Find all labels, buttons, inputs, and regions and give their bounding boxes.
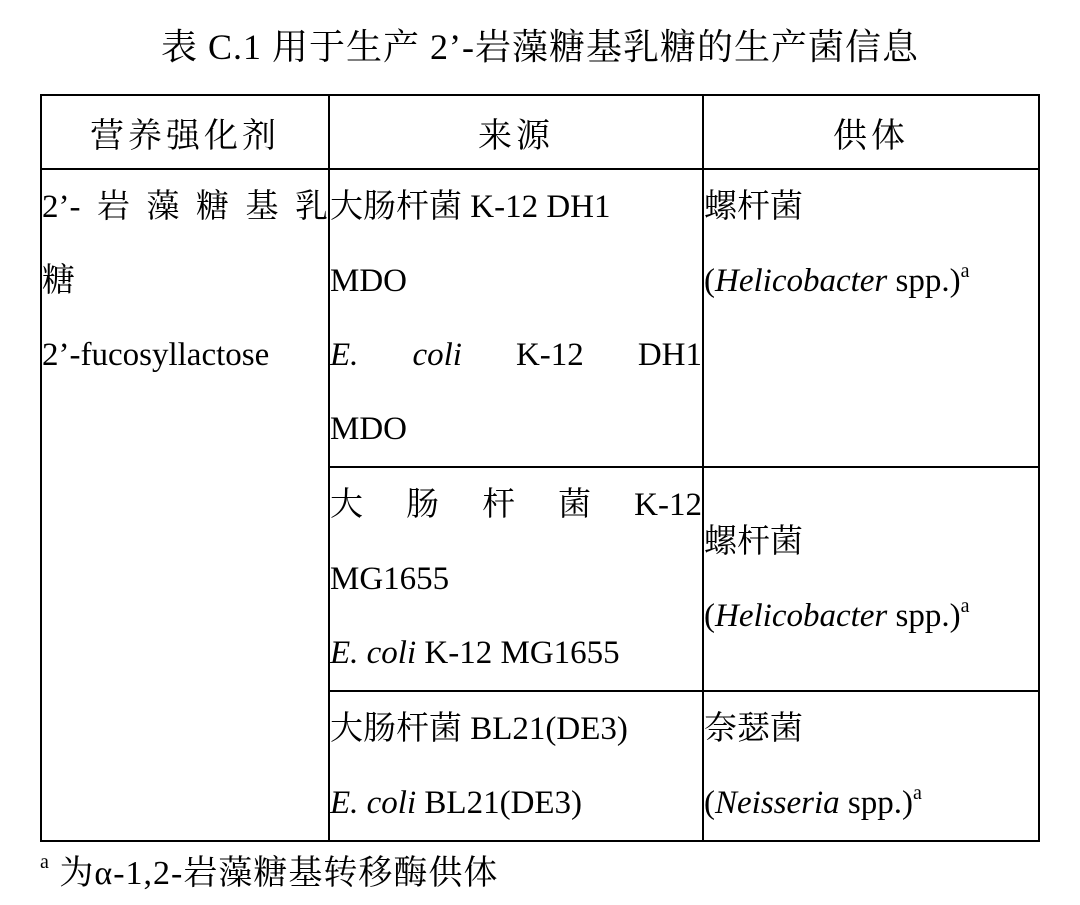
source-en-italic: E. coli — [330, 785, 417, 821]
source-en-italic: E. coli — [330, 635, 417, 671]
donor-footnote-mark: a — [960, 260, 970, 282]
header-donor: 供体 — [703, 95, 1039, 169]
donor-latin-line — [704, 579, 1038, 653]
donor-open-paren: ( — [704, 598, 715, 634]
source-cn-line1 — [330, 468, 702, 542]
donor-latin: Helicobacter — [715, 263, 888, 299]
nutrient-cn-char: 糖 — [195, 189, 229, 225]
donor-footnote-mark: a — [913, 782, 922, 804]
footnote-text: 为α-1,2-岩藻糖基转移酶供体 — [49, 855, 499, 892]
source-en-genus: E. — [330, 337, 359, 373]
header-nutrient: 营养强化剂 — [41, 95, 329, 169]
source-cell — [329, 169, 703, 467]
donor-cell — [703, 691, 1039, 841]
nutrient-cn-char: 岩 — [96, 189, 130, 225]
source-cn-char: 肠 — [406, 487, 440, 523]
source-en-line — [330, 766, 702, 840]
nutrient-cn-char: 乳 — [294, 189, 328, 225]
table-caption: 表 C.1 用于生产 2’-岩藻糖基乳糖的生产菌信息 — [161, 27, 919, 67]
producer-strain-table — [40, 94, 1040, 842]
source-cell — [329, 467, 703, 691]
source-en-line2: MDO — [330, 411, 408, 447]
nutrient-cn-line1 — [42, 170, 328, 244]
nutrient-cn-char: 藻 — [146, 189, 180, 225]
donor-latin: Neisseria — [715, 785, 840, 821]
donor-latin-line — [704, 244, 1038, 318]
nutrient-cn-char: 2’- — [42, 189, 81, 225]
nutrient-en: 2’-fucosyllactose — [42, 337, 270, 373]
source-en-species: coli — [412, 337, 462, 373]
donor-cn: 奈瑟菌 — [704, 711, 803, 747]
source-en-line — [330, 616, 702, 690]
nutrient-cn-line2: 糖 — [42, 263, 75, 299]
donor-open-paren: ( — [704, 263, 715, 299]
donor-latin: Helicobacter — [715, 598, 888, 634]
source-en-line1 — [330, 318, 702, 392]
source-en-rest: K-12 MG1655 — [416, 635, 620, 671]
donor-footnote-mark: a — [960, 595, 970, 617]
header-source: 来源 — [329, 95, 703, 169]
table-footnote — [40, 852, 498, 896]
donor-cn: 螺杆菌 — [704, 189, 803, 225]
donor-cn: 螺杆菌 — [704, 524, 803, 560]
source-cell — [329, 691, 703, 841]
source-en-rest: BL21(DE3) — [416, 785, 583, 821]
donor-suffix: spp.) — [839, 785, 914, 821]
donor-suffix: spp.) — [887, 598, 961, 634]
source-cn-line2: MDO — [330, 263, 408, 299]
footnote-mark: a — [40, 851, 50, 873]
source-cn-line1: 大肠杆菌 K-12 DH1 — [330, 189, 611, 225]
table-row — [41, 169, 1039, 467]
source-cn-char: 大 — [330, 487, 363, 523]
source-cn-char: 菌 — [558, 487, 592, 523]
donor-cell — [703, 467, 1039, 691]
source-cn-line: 大肠杆菌 BL21(DE3) — [330, 711, 628, 747]
source-cn-strain: K-12 — [634, 487, 702, 523]
source-en-strain-b: DH1 — [637, 337, 702, 373]
source-cn-line2: MG1655 — [330, 561, 450, 597]
donor-suffix: spp.) — [887, 263, 961, 299]
source-cn-char: 杆 — [482, 487, 516, 523]
table-header-row — [41, 95, 1039, 169]
nutrient-cell — [41, 169, 329, 841]
donor-cell — [703, 169, 1039, 467]
nutrient-cn-char: 基 — [245, 189, 279, 225]
donor-open-paren: ( — [704, 785, 715, 821]
source-en-strain-a: K-12 — [515, 337, 584, 373]
donor-latin-line — [704, 766, 1038, 840]
